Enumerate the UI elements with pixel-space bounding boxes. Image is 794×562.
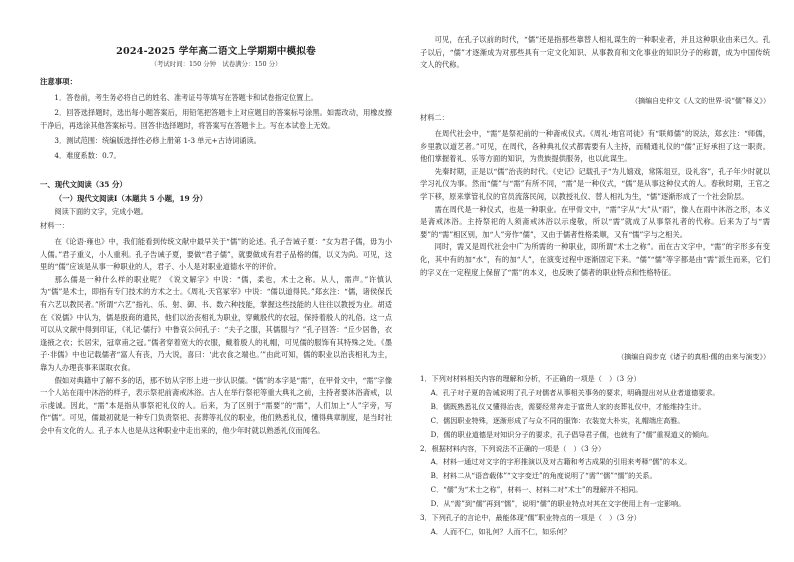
material1-paragraph: 可见，在孔子以前的时代，“儒”还是指那些靠替人相礼谋生的一种职业者，并且这种职业由来已久。孔子以后，“儒”才逐渐成为对那些具有一定文化知识、从事教育和文化事业的知识分子的称谓，成为中国传统文人的代称。	[420, 35, 770, 70]
material2-body	[420, 128, 770, 279]
notes-list	[40, 91, 392, 164]
question-stem: 3．下列孔子的言论中，最能体现“儒”职业特点的一项是（ ）（3 分）	[420, 513, 641, 523]
question-option: D．儒的职业道德是对知识分子的要求，孔子倡导君子儒，也就有了“儒”重视道义的倾向。	[430, 429, 714, 439]
material2-source: （摘编自阎步克《诸子的真相·儒的由来与演变》）	[617, 353, 770, 361]
material1-paragraph: 假如对典籍中了解不多的话，那不妨从字形上进一步认识儒。“儒”的本字是“需”，在甲骨文中，“需”字像一个人站在雨中沐浴的样子，表示祭祀前斋戒沐浴。古人在举行祭祀等重大典礼之前，主持者要沐浴斋戒，以示虔诚。因此，“需”本是指从事祭祀礼仪的人。后来，为了区别于“需要”的“需”，人们加上“人”字旁，写作“儒”。可见，儒最初就是一种专门负责祭祀、丧葬等礼仪的职业，他们熟悉礼仪，懂得典章制度，是当时社会中有文化的人。孔子本人也是从这种职业中走出来的，他少年时就以熟悉礼仪而闻名。	[40, 375, 392, 435]
question-option: B．材料二从“语音载体”“文字变迁”的角度说明了“需”“儒”“懦”的关系。	[430, 471, 657, 481]
material1-source: （摘编自史仲文《人文的世界·说“儒”释义》）	[631, 97, 770, 105]
exam-title: 2024-2025 学年高二语文上学期期中模拟卷	[116, 46, 316, 57]
note-item: 4．难度系数：0.7。	[54, 151, 121, 160]
material2-paragraph: 同时，需又是周代社会中广为所需的一种职业，即所谓“术士之称”。而在古文字中，“需”的字形多有变化，其中有的加“水”，有的加“人”，在演变过程中逐渐固定下来。“儒”“懦”等字都是由“需”派生而来，它们的字义在一定程度上保留了“需”的本义，也反映了儒者的职业特点和性格特征。	[420, 242, 770, 277]
material1-continuation	[420, 34, 770, 72]
material1-body	[40, 236, 392, 438]
note-item: 1．答卷前，考生务必将自己的姓名、准考证号等填写在答题卡和试卷指定位置上。	[54, 93, 318, 102]
question-option: C．儒因职业特殊，逐渐形成了与众不同的服饰：衣装宽大朴实，礼帽端庄高雅。	[430, 415, 685, 425]
material2-paragraph: 需在周代是一种仪式，也是一种职业。在甲骨文中，“需”字从“大”从“雨”，像人在雨中沐浴之形，本义是斋戒沐浴。主持祭祀的人须斋戒沐浴以示虔敬，所以“需”就成了从事祭礼者的代称。后来为了与“需要”的“需”相区别，加“人”旁作“儒”，又由于儒者性格柔顺，又有“懦”字与之相关。	[420, 204, 770, 239]
question-stem: 1．下列对材料相关内容的理解和分析，不正确的一项是（ ）（3 分）	[420, 374, 641, 383]
reading-instruction: 阅读下面的文字，完成小题。	[54, 207, 148, 216]
note-item: 2．回答选择题时，选出每小题答案后，用铅笔把答题卡上对应题目的答案标号涂黑。如需改动，用橡皮擦干净后，再选涂其他答案标号。回答非选择题时，将答案写在答题卡上。写在本试卷上无效。	[40, 108, 392, 130]
exam-subtitle: （考试时间：150 分钟 试卷满分：150 分）	[150, 60, 282, 68]
material2-paragraph: 在周代社会中，“需”是祭祀前的一种斋戒仪式。《周礼·地官司徒》有“联师儒”的说法，郑玄注：“师儒，乡里教以道艺者。”可见，在周代，各种典礼仪式都需要有人主持，而精通礼仪的“儒”正好承担了这一职责。他们掌握着礼、乐等方面的知识，为贵族提供服务，也以此谋生。	[420, 129, 770, 164]
section-title: 一、现代文阅读（35 分）	[40, 180, 127, 189]
material1-label: 材料一：	[40, 221, 69, 230]
question-option: A．材料一通过对文字的字形推演以及对古籍和考古成果的引用来考释“儒”的本义。	[430, 457, 692, 467]
question-option: C．“儒”为“术士之称”，材料一、材料二对“术士”的理解并不相同。	[430, 485, 643, 495]
note-item: 3．测试范围：统编版选择性必修上册第 1-3 单元+古诗词诵读。	[54, 136, 261, 145]
material2-label: 材料二：	[420, 113, 449, 122]
question-option: A．孔子对子夏的告诫说明了孔子对儒者从事相关事务的要求，明确提出对从业者道德要求。	[430, 387, 720, 397]
material1-paragraph: 在《论语·雍也》中，我们能看到传统文献中最早关于“儒”的论述。孔子告诫子夏：“女为君子儒，毋为小人儒。”君子重义，小人重利。孔子告诫子夏，要做“君子儒”，就要做成有君子品格的儒，以义为尚。可见，这里的“儒”应该是从事一种职业的人，君子、小人是对职业道德水平的评价。	[40, 237, 392, 272]
material1-paragraph: 那么儒是一种什么样的职业呢？《说文解字》中说：“儒，柔也，术士之称。从人，需声。”许慎认为“儒”是术士，即指有专门技术的方术之士。《周礼·天官冢宰》中说：“儒以道得民。”郑玄注：“儒，诸侯保氏有六艺以教民者。”所谓“六艺”指礼、乐、射、御、书、数六种技能，掌握这些技能的人往往以教授为业。胡适在《说儒》中认为，儒是殷商的遗民，他们以治丧相礼为职业，穿戴殷代的衣冠，保持着殷人的礼俗。这一点可以从文献中得到印证，《礼记·儒行》中鲁哀公问孔子：“夫子之服，其儒服与？”孔子回答：“丘少居鲁，衣逢掖之衣；长居宋，冠章甫之冠。”儒者穿着宽大的衣服，戴着殷人的礼帽，可见儒的服饰有其特殊之处。《墨子·非儒》中也记载儒者“富人有丧，乃大说，喜曰：‘此衣食之端也。’”由此可知，儒的职业以治丧相礼为主，靠为人办理丧事来谋取衣食。	[40, 274, 392, 372]
question-option: A．人而不仁，如礼何？人而不仁，如乐何？	[430, 526, 571, 536]
section-subtitle: （一）现代文阅读Ⅰ（本题共 5 小题，19 分）	[54, 194, 208, 203]
material2-paragraph: 先秦时期，正是以“儒”治丧的时代。《史记》记载孔子“为儿嬉戏，常陈俎豆，设礼容”，孔子年少时就以学习礼仪为事。然而“儒”与“需”有所不同，“需”是一种仪式，“儒”是从事这种仪式的人。春秋时期，王官之学下移，原来掌管礼仪的官员流落民间，以教授礼仪、替人相礼为生，“儒”逐渐形成了一个社会阶层。	[420, 166, 770, 201]
question-option: D．从“需”到“儒”再到“懦”，说明“儒”的职业特点对其在文字使用上有一定影响。	[430, 499, 686, 509]
questions-block	[420, 372, 770, 539]
notes-heading: 注意事项：	[40, 77, 77, 86]
question-stem: 2．根据材料内容，下列说法不正确的一项是（ ）（3 分）	[420, 443, 606, 453]
question-option: B．儒既熟悉礼仪又懂得治丧，需要经常奔走于富贵人家的丧葬礼仪中，才能维持生计。	[430, 401, 706, 411]
